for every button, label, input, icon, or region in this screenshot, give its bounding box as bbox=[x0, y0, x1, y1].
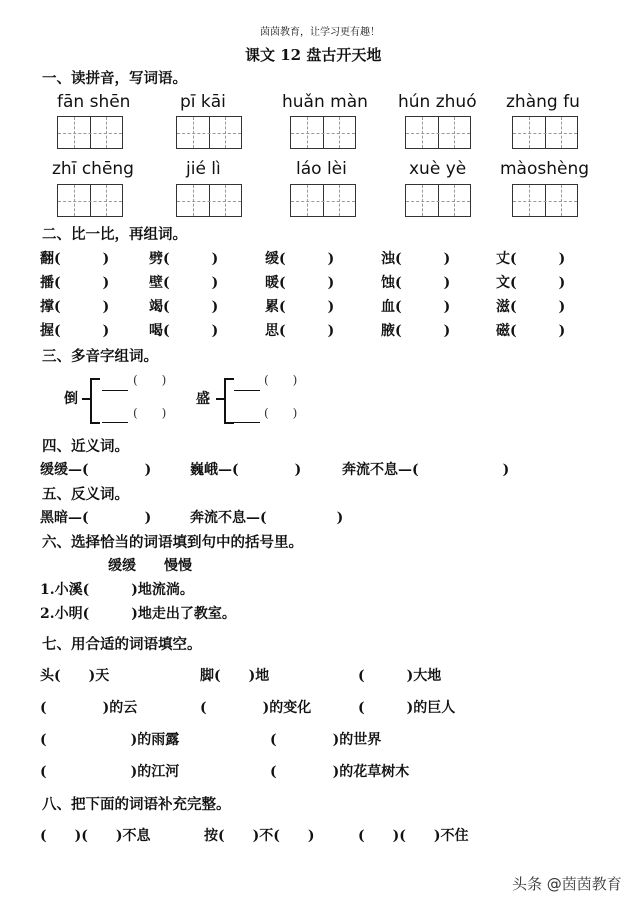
fill-item: ( )的云 bbox=[40, 700, 138, 716]
compare-item: 握( ) bbox=[40, 323, 110, 339]
fill-item: ( )的花草树木 bbox=[270, 764, 410, 780]
section-5-heading: 五、反义词。 bbox=[42, 486, 129, 503]
writing-grid[interactable] bbox=[405, 184, 471, 217]
compare-item: 暖( ) bbox=[265, 275, 335, 291]
section-3-heading: 三、多音字组词。 bbox=[42, 348, 158, 365]
sentence-1: 1.小溪( )地流淌。 bbox=[40, 582, 194, 598]
antonym-item: 黑暗—( ) bbox=[40, 510, 152, 526]
synonym-item: 奔流不息—( ) bbox=[342, 462, 510, 478]
answer-blank[interactable] bbox=[234, 422, 260, 423]
synonym-item: 缓缓—( ) bbox=[40, 462, 152, 478]
compare-item: 缓( ) bbox=[265, 251, 335, 267]
writing-grid[interactable] bbox=[512, 184, 578, 217]
brace-sheng-tip bbox=[216, 398, 224, 400]
section-6-heading: 六、选择恰当的词语填到句中的括号里。 bbox=[42, 534, 303, 551]
section-7-heading: 七、用合适的词语填空。 bbox=[42, 636, 202, 653]
section-2-heading: 二、比一比，再组词。 bbox=[42, 226, 187, 243]
compare-item: 劈( ) bbox=[149, 251, 219, 267]
fill-item: ( )的雨露 bbox=[40, 732, 180, 748]
pinyin-zhi-cheng: zhī chēng bbox=[52, 159, 134, 179]
compare-item: 撑( ) bbox=[40, 299, 110, 315]
pinyin-fan-shen: fān shēn bbox=[57, 92, 131, 112]
fill-item: ( )的世界 bbox=[270, 732, 382, 748]
compare-item: 累( ) bbox=[265, 299, 335, 315]
compare-item: 磁( ) bbox=[496, 323, 566, 339]
pinyin-xue-ye: xuè yè bbox=[409, 159, 467, 179]
writing-grid[interactable] bbox=[176, 184, 242, 217]
pinyin-huan-man: huǎn màn bbox=[282, 92, 368, 112]
fill-item: ( )的江河 bbox=[40, 764, 180, 780]
answer-blank[interactable] bbox=[234, 390, 260, 391]
writing-grid[interactable] bbox=[57, 116, 123, 149]
answer-blank[interactable] bbox=[102, 390, 128, 391]
polyphone-char-dao: 倒 bbox=[64, 391, 78, 407]
brace-sheng bbox=[224, 378, 234, 424]
answer-paren[interactable]: ( ) bbox=[264, 373, 298, 387]
brace-dao bbox=[90, 378, 100, 424]
polyphone-char-sheng: 盛 bbox=[196, 391, 210, 407]
writing-grid[interactable] bbox=[512, 116, 578, 149]
compare-item: 腋( ) bbox=[381, 323, 451, 339]
section-8-heading: 八、把下面的词语补充完整。 bbox=[42, 796, 231, 813]
writing-grid[interactable] bbox=[290, 184, 356, 217]
answer-blank[interactable] bbox=[102, 422, 128, 423]
pinyin-pi-kai: pī kāi bbox=[180, 92, 226, 112]
compare-item: 滋( ) bbox=[496, 299, 566, 315]
compare-item: 蚀( ) bbox=[381, 275, 451, 291]
fill-item: 脚( )地 bbox=[200, 668, 270, 684]
answer-paren[interactable]: ( ) bbox=[133, 406, 167, 420]
fill-item: 头( )天 bbox=[40, 668, 110, 684]
sentence-2: 2.小明( )地走出了教室。 bbox=[40, 606, 236, 622]
writing-grid[interactable] bbox=[57, 184, 123, 217]
pinyin-mao-sheng: màoshèng bbox=[500, 159, 590, 179]
brace-dao-tip bbox=[82, 398, 90, 400]
section-4-heading: 四、近义词。 bbox=[42, 438, 129, 455]
tagline: 茵茵教育，让学习更有趣！ bbox=[260, 27, 380, 38]
pinyin-zhang-fu: zhàng fu bbox=[506, 92, 580, 112]
compare-item: 文( ) bbox=[496, 275, 566, 291]
pinyin-lao-lei: láo lèi bbox=[296, 159, 347, 179]
writing-grid[interactable] bbox=[176, 116, 242, 149]
antonym-item: 奔流不息—( ) bbox=[190, 510, 344, 526]
compare-item: 浊( ) bbox=[381, 251, 451, 267]
compare-item: 喝( ) bbox=[149, 323, 219, 339]
answer-paren[interactable]: ( ) bbox=[264, 406, 298, 420]
pinyin-hun-zhuo: hún zhuó bbox=[398, 92, 477, 112]
watermark: 头条 @茵茵教育 bbox=[512, 875, 622, 893]
answer-paren[interactable]: ( ) bbox=[133, 373, 167, 387]
writing-grid[interactable] bbox=[405, 116, 471, 149]
compare-item: 壁( ) bbox=[149, 275, 219, 291]
pinyin-jie-li: jié lì bbox=[186, 159, 221, 179]
page-title: 课文 12 盘古开天地 bbox=[245, 46, 382, 64]
idiom-item: ( )( )不住 bbox=[358, 828, 469, 844]
compare-item: 丈( ) bbox=[496, 251, 566, 267]
word-choices: 缓缓 慢慢 bbox=[108, 558, 192, 574]
compare-item: 血( ) bbox=[381, 299, 451, 315]
fill-item: ( )的变化 bbox=[200, 700, 312, 716]
idiom-item: ( )( )不息 bbox=[40, 828, 151, 844]
compare-item: 播( ) bbox=[40, 275, 110, 291]
compare-item: 翻( ) bbox=[40, 251, 110, 267]
compare-item: 竭( ) bbox=[149, 299, 219, 315]
section-1-heading: 一、读拼音，写词语。 bbox=[42, 70, 187, 87]
writing-grid[interactable] bbox=[290, 116, 356, 149]
synonym-item: 巍峨—( ) bbox=[190, 462, 302, 478]
compare-item: 思( ) bbox=[265, 323, 335, 339]
idiom-item: 按( )不( ) bbox=[204, 828, 315, 844]
fill-item: ( )的巨人 bbox=[358, 700, 456, 716]
fill-item: ( )大地 bbox=[358, 668, 442, 684]
